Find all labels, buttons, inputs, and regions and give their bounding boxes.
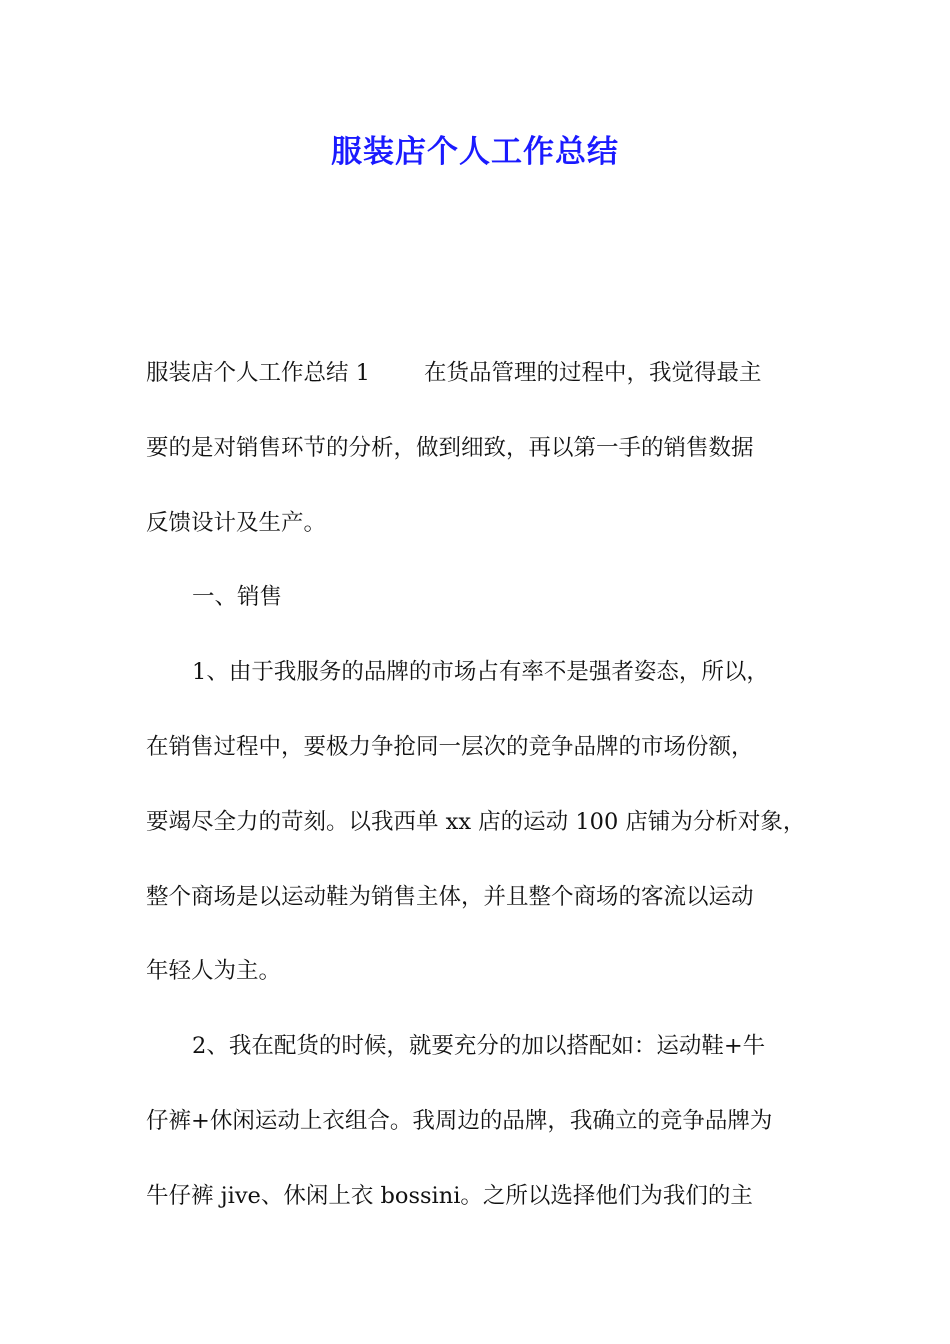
document-title: 服装店个人工作总结 [331,134,619,170]
body-line-11: 仔裤+休闲运动上衣组合。我周边的品牌，我确立的竞争品牌为 [146,1107,773,1134]
section-heading-sales: 一、销售 [192,584,283,611]
body-line-9: 年轻人为主。 [146,958,282,985]
body-line-12: 牛仔裤 jive、休闲上衣 bossini。之所以选择他们为我们的主 [146,1182,753,1209]
document-body [146,336,836,1234]
body-line-1 [146,336,836,411]
body-line-7: 要竭尽全力的苛刻。以我西单 xx 店的运动 100 店铺为分析对象， [146,808,806,835]
body-line-2: 要的是对销售环节的分析，做到细致，再以第一手的销售数据 [146,434,754,461]
body-line-8: 整个商场是以运动鞋为销售主体，并且整个商场的客流以运动 [146,883,754,910]
body-line-5: 1、由于我服务的品牌的市场占有率不是强者姿态，所以， [192,659,769,686]
body-line-3: 反馈设计及生产。 [146,509,327,536]
section-heading-inline: 服装店个人工作总结 1 [146,360,370,386]
body-line-10: 2、我在配货的时候，就要充分的加以搭配如：运动鞋+牛 [192,1033,766,1060]
body-line-1-text: 在货品管理的过程中，我觉得最主 [423,360,762,386]
body-line-6: 在销售过程中，要极力争抢同一层次的竞争品牌的市场份额， [146,733,754,760]
